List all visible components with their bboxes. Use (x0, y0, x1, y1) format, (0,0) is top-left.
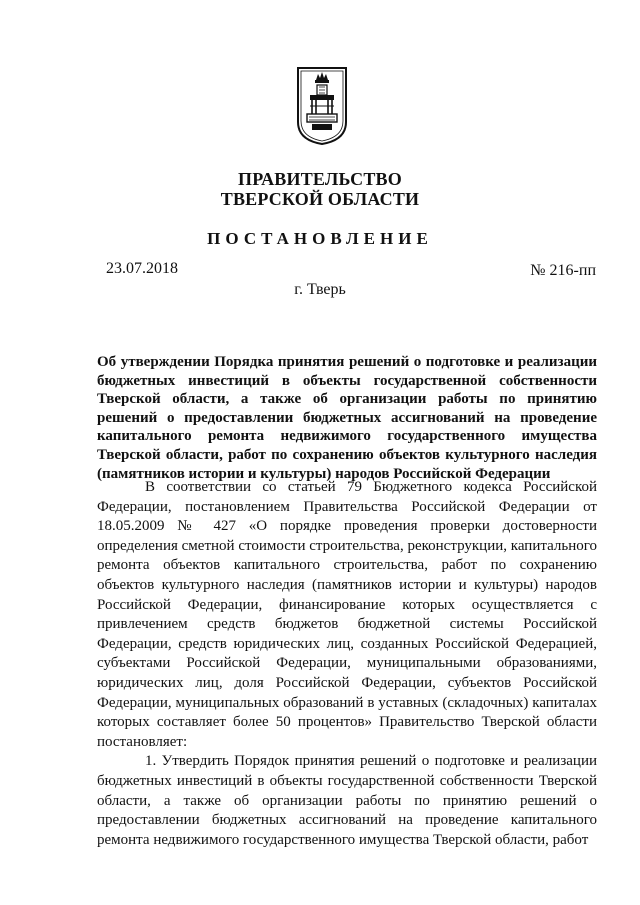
organization-name-line1: ПРАВИТЕЛЬСТВО (238, 169, 402, 189)
document-city: г. Тверь (294, 281, 346, 298)
preamble-paragraph: В соответствии со статьей 79 Бюджетного кодекса Российской Федерации, постановлением Правительства Российской Федерации от 18.05.2009 № 427 «О порядке проведения проверки достоверности определения сметной стоимости строительства, реконструкции, капитального ремонта объектов капитального строительства, работ по сохранению объектов культурного наследия (памятников истории и культуры) народов Российской Федерации, финансирование которых осуществляется с привлечением средств бюджетов бюджетной системы Российской Федерации, средств юридических лиц, созданных Российской Федерацией, субъектами Российской Федерации, муниципальными образованиями, юридических лиц, доля Российской Федерации, субъектов Российской Федерации, муниципальных образований в уставных (складочных) капиталах которых составляет более 50 процентов» Правительство Тверской области постановляет: (97, 479, 597, 750)
tver-coat-of-arms-icon (296, 66, 348, 146)
organization-name-line2: ТВЕРСКОЙ ОБЛАСТИ (220, 189, 420, 209)
document-title: Об утверждении Порядка принятия решений о подготовке и реализации бюджетных инвестиций в объекты государственной собственности Тверской области, а также об организации работы по принятию решений о предоставлении бюджетных ассигнований на проведение капитального ремонта недвижимого государственного имущества Тверской области, работ по сохранению объектов культурного наследия (памятников истории и культуры) народов Российской Федерации (97, 354, 597, 482)
document-number: № 216-пп (530, 262, 596, 279)
document-type: ПОСТАНОВЛЕНИЕ (207, 229, 433, 248)
document-date: 23.07.2018 (106, 260, 178, 277)
item-1-paragraph: 1. Утвердить Порядок принятия решений о подготовке и реализации бюджетных инвестиций в объекты государственной собственности Тверской области, а также об организации работы по принятию решений о предоставлении бюджетных ассигнований на проведение капитального ремонта недвижимого государственного имущества Тверской области, работ (97, 753, 597, 848)
document-body (97, 478, 597, 850)
